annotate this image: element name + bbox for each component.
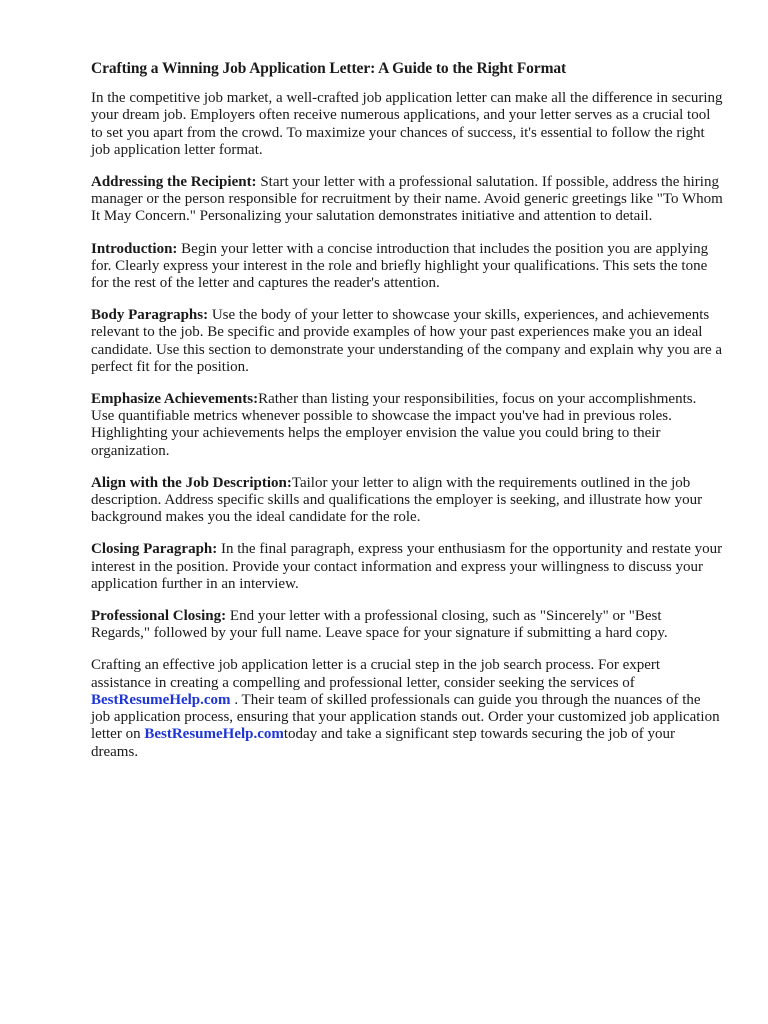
section-addressing-recipient: [91, 174, 723, 226]
section-heading: Addressing the Recipient:: [91, 174, 257, 191]
section-body-paragraphs: [91, 307, 723, 376]
conclusion-text-2: . Their team of skilled professionals can guide you through the nuances of the job application process, ensuring that your application stands out. Order your customized job application letter on: [91, 691, 720, 743]
section-text: Use the body of your letter to showcase your skills, experiences, and achievements relevant to the job. Be specific and provide examples of how your past experiences make you an ideal candidate. Use this section to demonstrate your understanding of the company and explain why you are a perfect fit for the position.: [91, 307, 723, 375]
bestresumehelp-link-2[interactable]: BestResumeHelp.com: [144, 726, 284, 743]
section-professional-closing: [91, 608, 723, 642]
section-heading: Body Paragraphs:: [91, 307, 209, 324]
section-text: End your letter with a professional closing, such as "Sincerely" or "Best Regards," followed by your full name. Leave space for your signature if submitting a hard copy.: [91, 608, 668, 642]
conclusion-paragraph: [91, 657, 723, 760]
section-text: Rather than listing your responsibilities, focus on your accomplishments. Use quantifiable metrics whenever possible to showcase the impact you've had in previous roles. Highlighting your achievements helps the employer envision the value you could bring to their organization.: [91, 391, 697, 459]
conclusion-text-3: today and take a significant step towards securing the job of your dreams.: [91, 726, 676, 760]
section-heading: Emphasize Achievements:: [91, 391, 259, 408]
intro-paragraph: In the competitive job market, a well-crafted job application letter can make all the difference in securing your dream job. Employers often receive numerous applications, and your letter serves as a crucial tool to set you apart from the crowd. To maximize your chances of success, it's essential to follow the right job application letter format.: [91, 90, 723, 158]
section-heading: Professional Closing:: [91, 608, 227, 625]
section-heading: Introduction:: [91, 240, 178, 257]
section-text: Begin your letter with a concise introduction that includes the position you are applying for. Clearly express your interest in the role and briefly highlight your qualifications. This sets the tone for the rest of the letter and captures the reader's attention.: [91, 240, 709, 292]
document-page: [91, 60, 723, 776]
section-text: Start your letter with a professional salutation. If possible, address the hiring manager or the person responsible for recruitment by their name. Avoid generic greetings like "To Whom It May Concern." Personalizing your salutation demonstrates initiative and attention to detail.: [91, 174, 723, 225]
section-align-job-description: [91, 475, 723, 527]
section-text: Tailor your letter to align with the requirements outlined in the job description. Address specific skills and qualifications the employer is seeking, and illustrate how your background makes you the ideal candidate for the role.: [91, 474, 703, 526]
section-emphasize-achievements: [91, 391, 723, 460]
section-heading: Closing Paragraph:: [91, 541, 218, 558]
section-closing-paragraph: [91, 541, 723, 593]
section-heading: Align with the Job Description:: [91, 474, 292, 491]
conclusion-text-1: Crafting an effective job application letter is a crucial step in the job search process. For expert assistance in creating a compelling and professional letter, consider seeking the services of: [91, 657, 661, 691]
bestresumehelp-link-1[interactable]: BestResumeHelp.com: [91, 691, 231, 708]
document-title: Crafting a Winning Job Application Letter: A Guide to the Right Format: [91, 60, 567, 77]
section-text: In the final paragraph, express your enthusiasm for the opportunity and restate your interest in the position. Provide your contact information and express your willingness to discuss your application further in an interview.: [91, 541, 723, 592]
section-introduction: [91, 241, 723, 293]
